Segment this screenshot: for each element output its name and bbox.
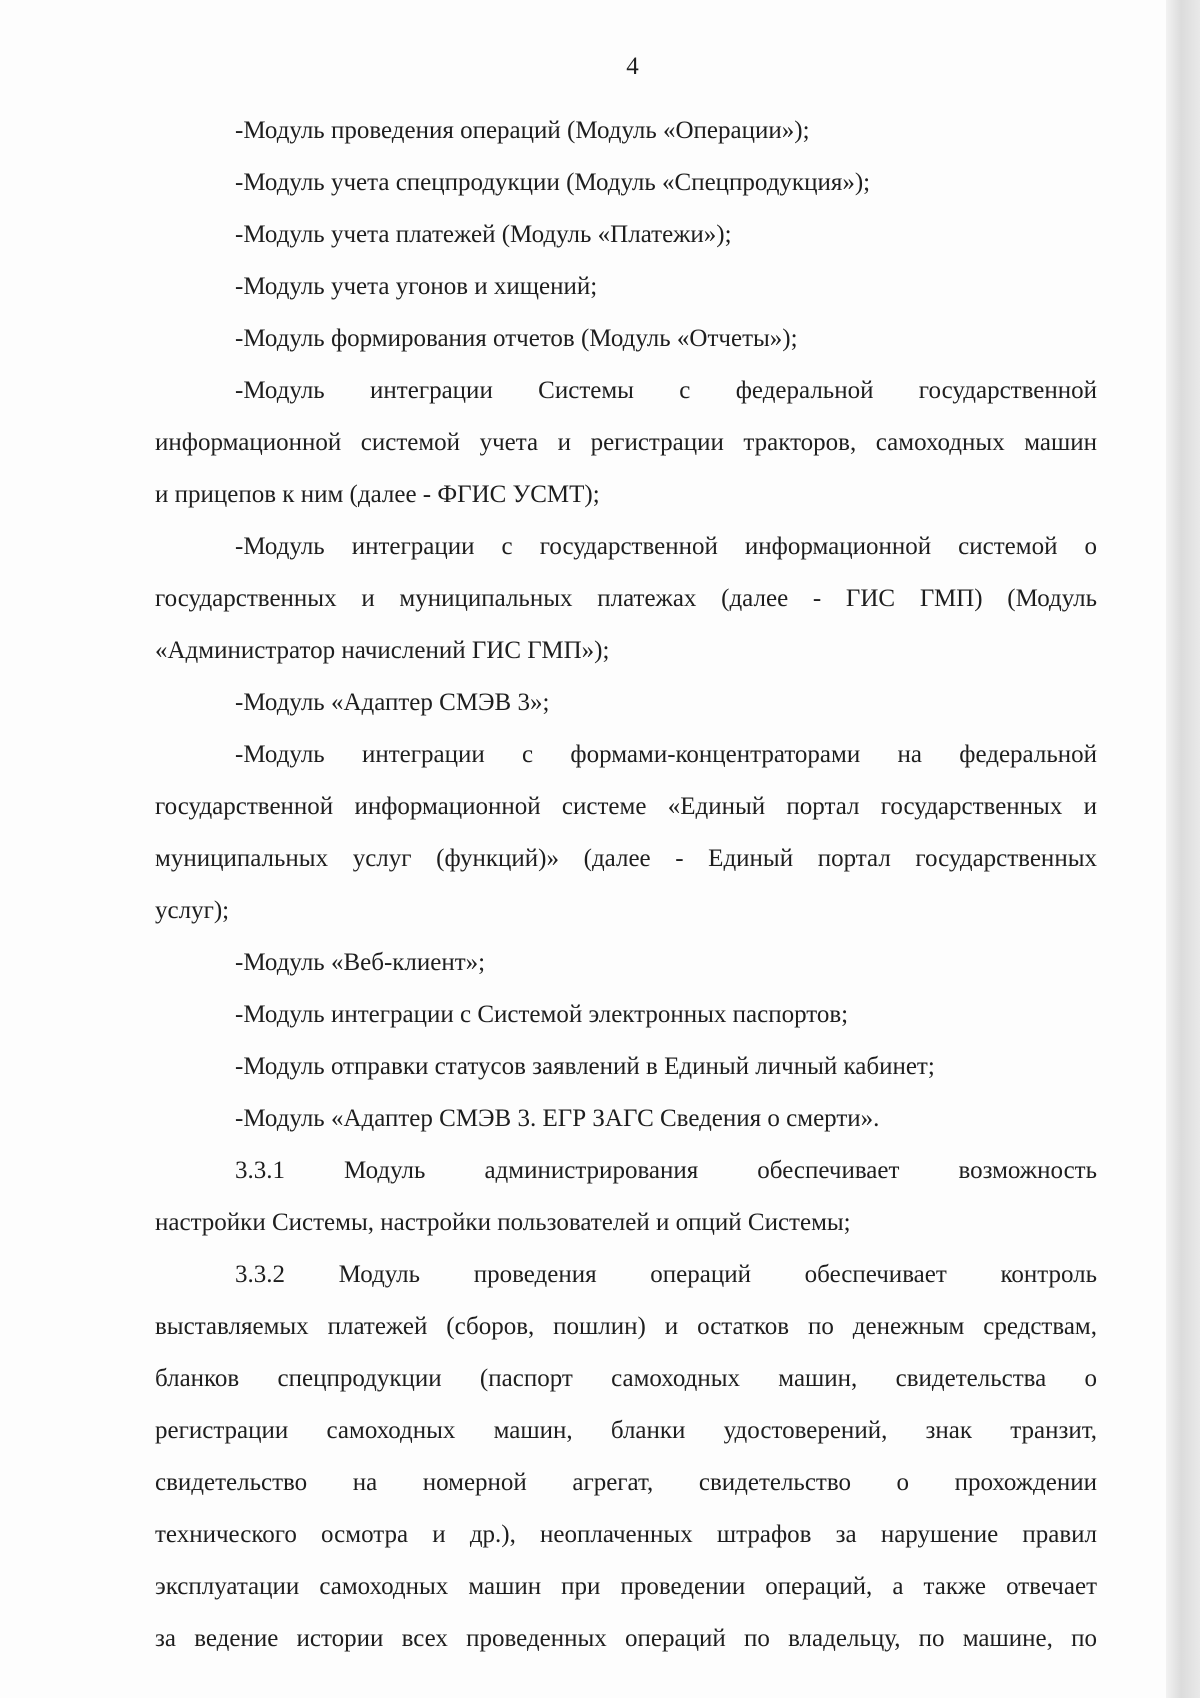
page-number: 4: [626, 53, 639, 80]
paragraph-3-3-2-line-2: выставляемых платежей (сборов, пошлин) и остатков по денежным средствам,: [155, 1313, 1097, 1340]
list-item-portal-line-3: муниципальных услуг (функций)» (далее - Единый портал государственных: [155, 845, 1097, 872]
list-item-reports-module: -Модуль формирования отчетов (Модуль «Отчеты»);: [235, 325, 798, 352]
paragraph-3-3-2-line-8: за ведение истории всех проведенных операций по владельцу, по машине, по: [155, 1625, 1097, 1652]
list-item-gis-gmp-line-3: «Администратор начислений ГИС ГМП»);: [155, 637, 610, 664]
list-item-smev-adapter: -Модуль «Адаптер СМЭВ 3»;: [235, 689, 550, 716]
list-item-zags-adapter: -Модуль «Адаптер СМЭВ 3. ЕГР ЗАГС Сведения о смерти».: [235, 1105, 880, 1132]
list-item-fgis-line-2: информационной системой учета и регистрации тракторов, самоходных машин: [155, 429, 1097, 456]
paragraph-3-3-2-line-7: эксплуатации самоходных машин при проведении операций, а также отвечает: [155, 1573, 1097, 1600]
list-item-status-sending: -Модуль отправки статусов заявлений в Единый личный кабинет;: [235, 1053, 935, 1080]
paragraph-3-3-2-line-3: бланков спецпродукции (паспорт самоходных машин, свидетельства о: [155, 1365, 1097, 1392]
paragraph-3-3-2-line-4: регистрации самоходных машин, бланки удостоверений, знак транзит,: [155, 1417, 1097, 1444]
list-item-fgis-line-3: и прицепов к ним (далее - ФГИС УСМТ);: [155, 481, 600, 508]
paragraph-3-3-2-line-1: 3.3.2 Модуль проведения операций обеспечивает контроль: [235, 1261, 1097, 1288]
list-item-specproduction-module: -Модуль учета спецпродукции (Модуль «Спецпродукция»);: [235, 169, 871, 196]
list-item-e-passports: -Модуль интеграции с Системой электронных паспортов;: [235, 1001, 849, 1028]
paragraph-3-3-1-line-1: 3.3.1 Модуль администрирования обеспечивает возможность: [235, 1157, 1097, 1184]
scan-edge-shadow: [1166, 0, 1200, 1698]
paragraph-3-3-2-line-6: технического осмотра и др.), неоплаченных штрафов за нарушение правил: [155, 1521, 1097, 1548]
list-item-operations-module: -Модуль проведения операций (Модуль «Операции»);: [235, 117, 810, 144]
list-item-gis-gmp-line-1: -Модуль интеграции с государственной информационной системой о: [235, 533, 1097, 560]
paragraph-3-3-1-line-2: настройки Системы, настройки пользователей и опций Системы;: [155, 1209, 851, 1236]
list-item-theft-module: -Модуль учета угонов и хищений;: [235, 273, 598, 300]
list-item-gis-gmp-line-2: государственных и муниципальных платежах (далее - ГИС ГМП) (Модуль: [155, 585, 1097, 612]
list-item-portal-line-2: государственной информационной системе «Единый портал государственных и: [155, 793, 1097, 820]
list-item-web-client: -Модуль «Веб-клиент»;: [235, 949, 486, 976]
list-item-payments-module: -Модуль учета платежей (Модуль «Платежи»);: [235, 221, 732, 248]
list-item-fgis-line-1: -Модуль интеграции Системы с федеральной государственной: [235, 377, 1097, 404]
paragraph-3-3-2-line-5: свидетельство на номерной агрегат, свидетельство о прохождении: [155, 1469, 1097, 1496]
list-item-portal-line-4: услуг);: [155, 897, 230, 924]
list-item-portal-line-1: -Модуль интеграции с формами-концентраторами на федеральной: [235, 741, 1097, 768]
